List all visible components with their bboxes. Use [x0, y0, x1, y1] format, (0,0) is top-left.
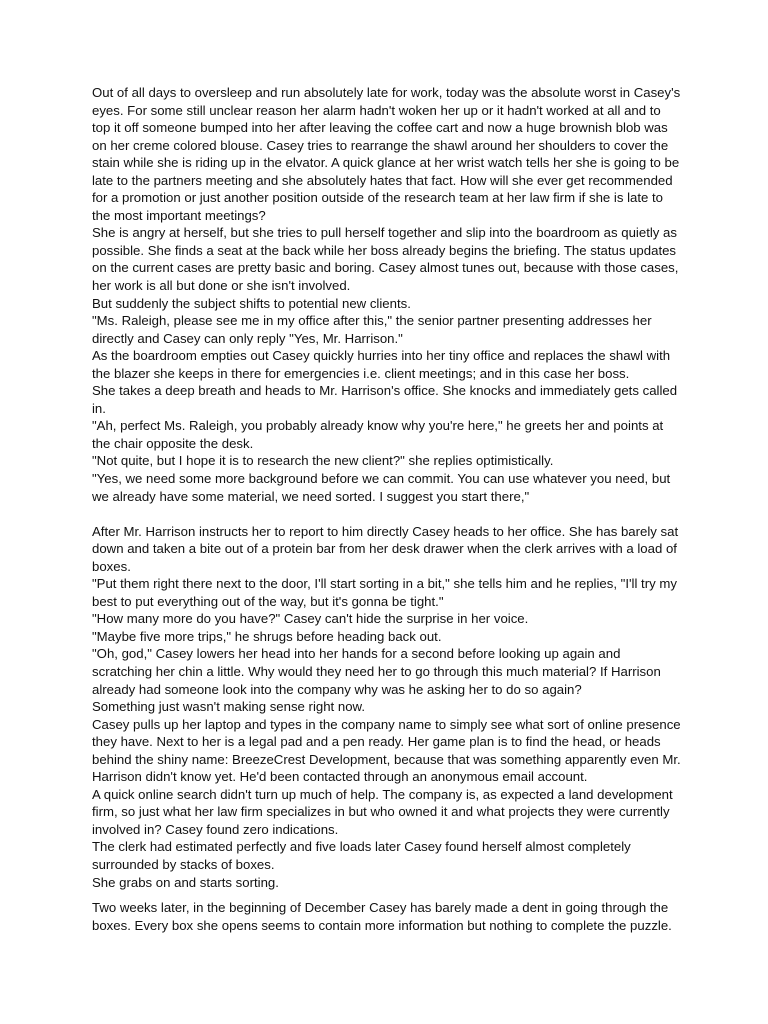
- paragraph-gap: [92, 505, 682, 523]
- paragraph: Something just wasn't making sense right now.: [92, 699, 366, 715]
- paragraph-gap: [92, 891, 682, 899]
- paragraph: After Mr. Harrison instructs her to report to him directly Casey heads to her office. She has barely sat down and taken a bite out of a protein bar from her desk drawer when the clerk arrives with a load of boxes.: [92, 523, 682, 574]
- document-page: [92, 84, 685, 934]
- paragraph: "Maybe five more trips," he shrugs before heading back out.: [92, 628, 442, 644]
- paragraph: She grabs on and starts sorting.: [92, 874, 279, 890]
- paragraph: A quick online search didn't turn up much of help. The company is, as expected a land development firm, so just what her law firm specializes in but who owned it and what projects they were currently involved in? Casey found zero indications.: [92, 786, 677, 837]
- paragraph: Two weeks later, in the beginning of December Casey has barely made a dent in going through the boxes. Every box she opens seems to contain more information but nothing to complete the puzzle.: [92, 900, 672, 933]
- paragraph: Out of all days to oversleep and run absolutely late for work, today was the absolute worst in Casey's eyes. For some still unclear reason her alarm hadn't woken her up or it hadn't worked at all and to top it off someone bumped into her after leaving the coffee cart and now a huge brownish blob was on her creme colored blouse. Casey tries to rearrange the shawl around her shoulders to cover the stain while she is riding up in the elvator. A quick glance at her wrist watch tells her she is going to be late to the partners meeting and she absolutely hates that fact. How will she ever get recommended for a promotion or just another position outside of the research team at her law firm if she is late to the most important meetings?: [92, 85, 684, 223]
- paragraph: "Not quite, but I hope it is to research the new client?" she replies optimistically.: [92, 453, 554, 469]
- paragraph: Casey pulls up her laptop and types in the company name to simply see what sort of online presence they have. Next to her is a legal pad and a pen ready. Her game plan is to find the head, or heads behind the shiny name: BreezeCrest Development, because that was something apparently even Mr. Harrison didn't know yet. He'd been contacted through an anonymous email account.: [92, 716, 685, 785]
- paragraph: "Put them right there next to the door, I'll start sorting in a bit," she tells him and he replies, "I'll try my best to put everything out of the way, but it's gonna be tight.": [92, 576, 681, 609]
- paragraph: She takes a deep breath and heads to Mr. Harrison's office. She knocks and immediately gets called in.: [92, 383, 681, 416]
- section-1: [92, 84, 682, 505]
- paragraph: "How many more do you have?" Casey can't hide the surprise in her voice.: [92, 611, 529, 627]
- section-3: [92, 899, 682, 934]
- paragraph: "Ah, perfect Ms. Raleigh, you probably already know why you're here," he greets her and points at the chair opposite the desk.: [92, 418, 667, 451]
- section-2: [92, 523, 685, 891]
- paragraph: She is angry at herself, but she tries to pull herself together and slip into the boardroom as quietly as possible. She finds a seat at the back while her boss already begins the briefing. The status updates on the current cases are pretty basic and boring. Casey almost tunes out, because with those cases, her work is all but done or she isn't involved.: [92, 225, 683, 294]
- paragraph: "Oh, god," Casey lowers her head into her hands for a second before looking up again and scratching her chin a little. Why would they need her to go through this much material? If Harrison already had someone look into the company why was he asking her to do so again?: [92, 646, 665, 697]
- paragraph: "Ms. Raleigh, please see me in my office after this," the senior partner presenting addresses her directly and Casey can only reply "Yes, Mr. Harrison.": [92, 313, 656, 346]
- paragraph: "Yes, we need some more background before we can commit. You can use whatever you need, but we already have some material, we need sorted. I suggest you start there,": [92, 471, 674, 504]
- paragraph: The clerk had estimated perfectly and five loads later Casey found herself almost completely surrounded by stacks of boxes.: [92, 839, 635, 873]
- paragraph: But suddenly the subject shifts to potential new clients.: [92, 295, 411, 311]
- paragraph: As the boardroom empties out Casey quickly hurries into her tiny office and replaces the shawl with the blazer she keeps in there for emergencies i.e. client meetings; and in this case her boss.: [92, 348, 674, 381]
